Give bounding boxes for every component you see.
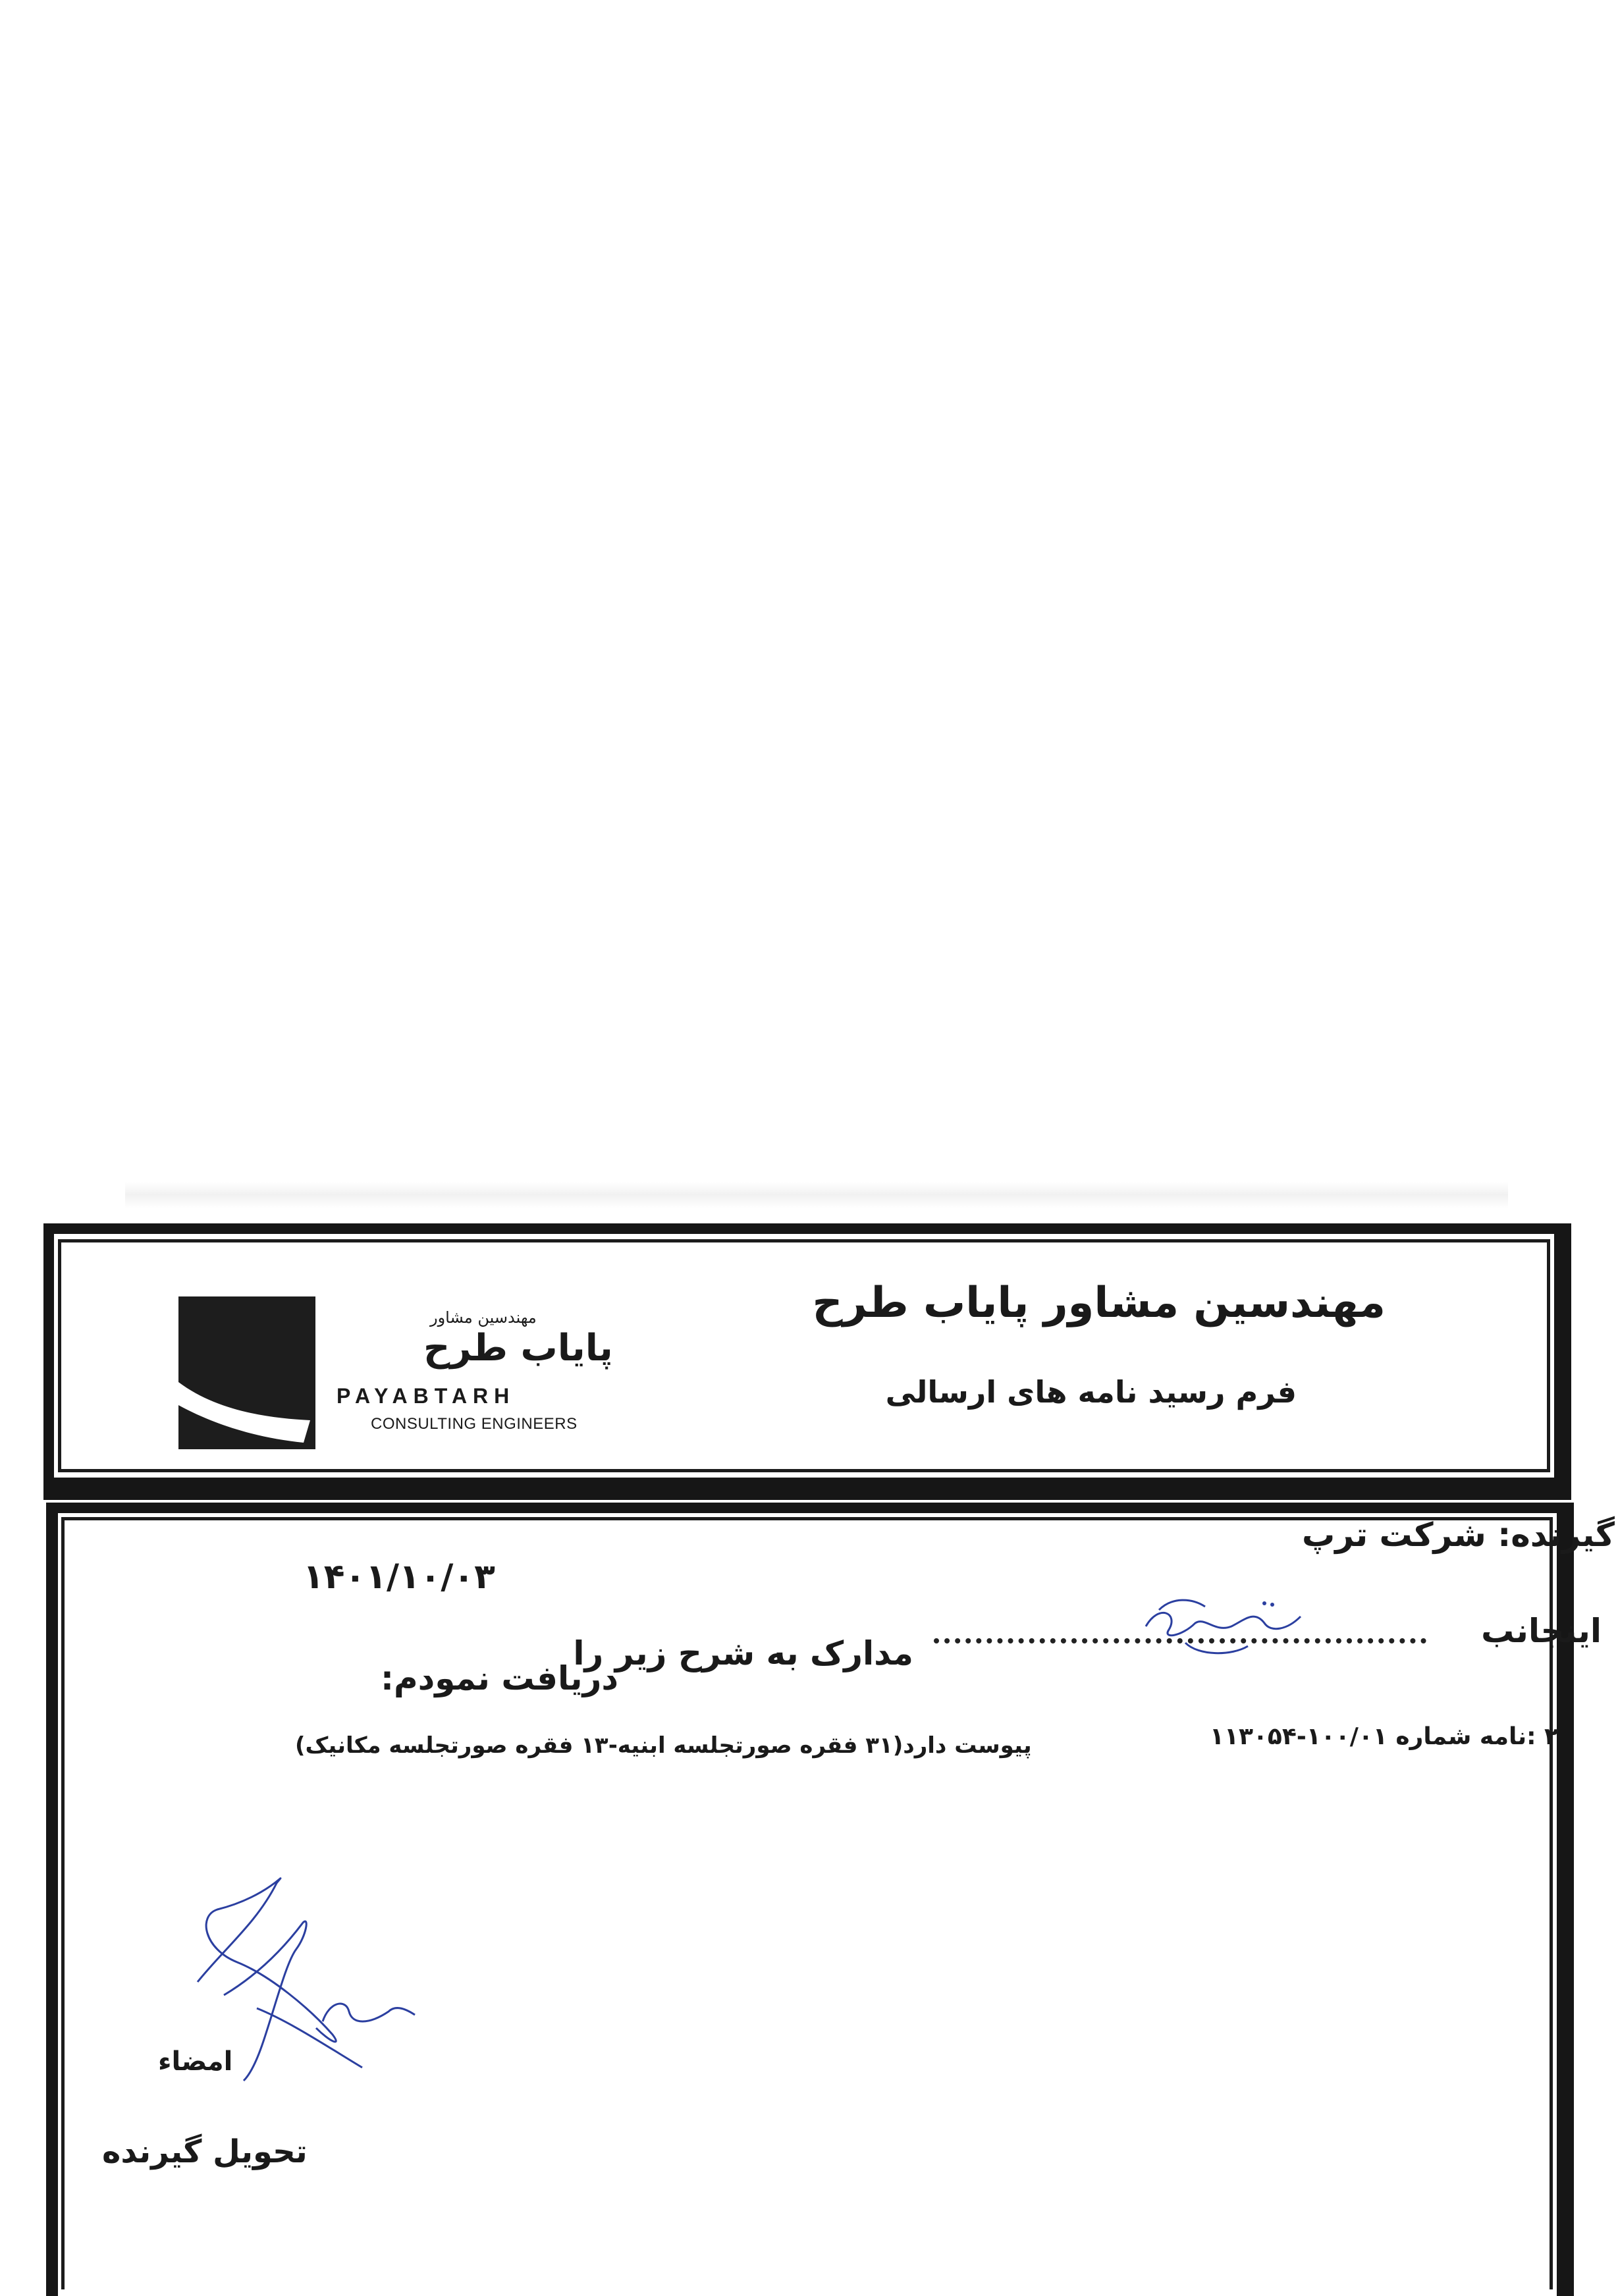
header-inner-frame	[58, 1239, 1550, 1472]
logo-fa-name: پایاب طرح	[423, 1327, 613, 1370]
scan-shadow	[125, 1182, 1508, 1208]
form-title: فرم رسید نامه های ارسالی	[885, 1374, 1297, 1410]
recipient-line: گیرنده: شرکت ترپ	[1302, 1516, 1615, 1554]
attachment-note: پیوست دارد(۳۱ فقره صورتجلسه ابنیه-۱۳ فقره صورتجلسه مکانیک)	[295, 1732, 1032, 1759]
date-field: ۱۴۰۱/۱۰/۰۳	[303, 1557, 495, 1597]
intro-text: مدارک به شرح زیر را	[573, 1634, 913, 1672]
logo-en-tagline: CONSULTING ENGINEERS	[371, 1415, 578, 1433]
logo-mark-icon	[178, 1296, 315, 1449]
header-box	[43, 1223, 1571, 1500]
handwritten-name-signature	[1133, 1590, 1317, 1665]
received-text: دریافت نمودم:	[381, 1659, 619, 1697]
letter-reference: ۲ :نامه شماره ۱۰۰/۰۱-۱۱۳۰۵۴	[1210, 1723, 1559, 1750]
signature-label: امضاء	[158, 2046, 233, 2077]
logo-fa-small: مهندسین مشاور	[430, 1308, 537, 1327]
company-title: مهندسین مشاور پایاب طرح	[812, 1279, 1386, 1327]
logo-en-name: PAYABTARH	[337, 1384, 516, 1408]
intro-label: اینجانب	[1481, 1612, 1602, 1650]
receiver-label: تحویل گیرنده	[102, 2133, 308, 2170]
